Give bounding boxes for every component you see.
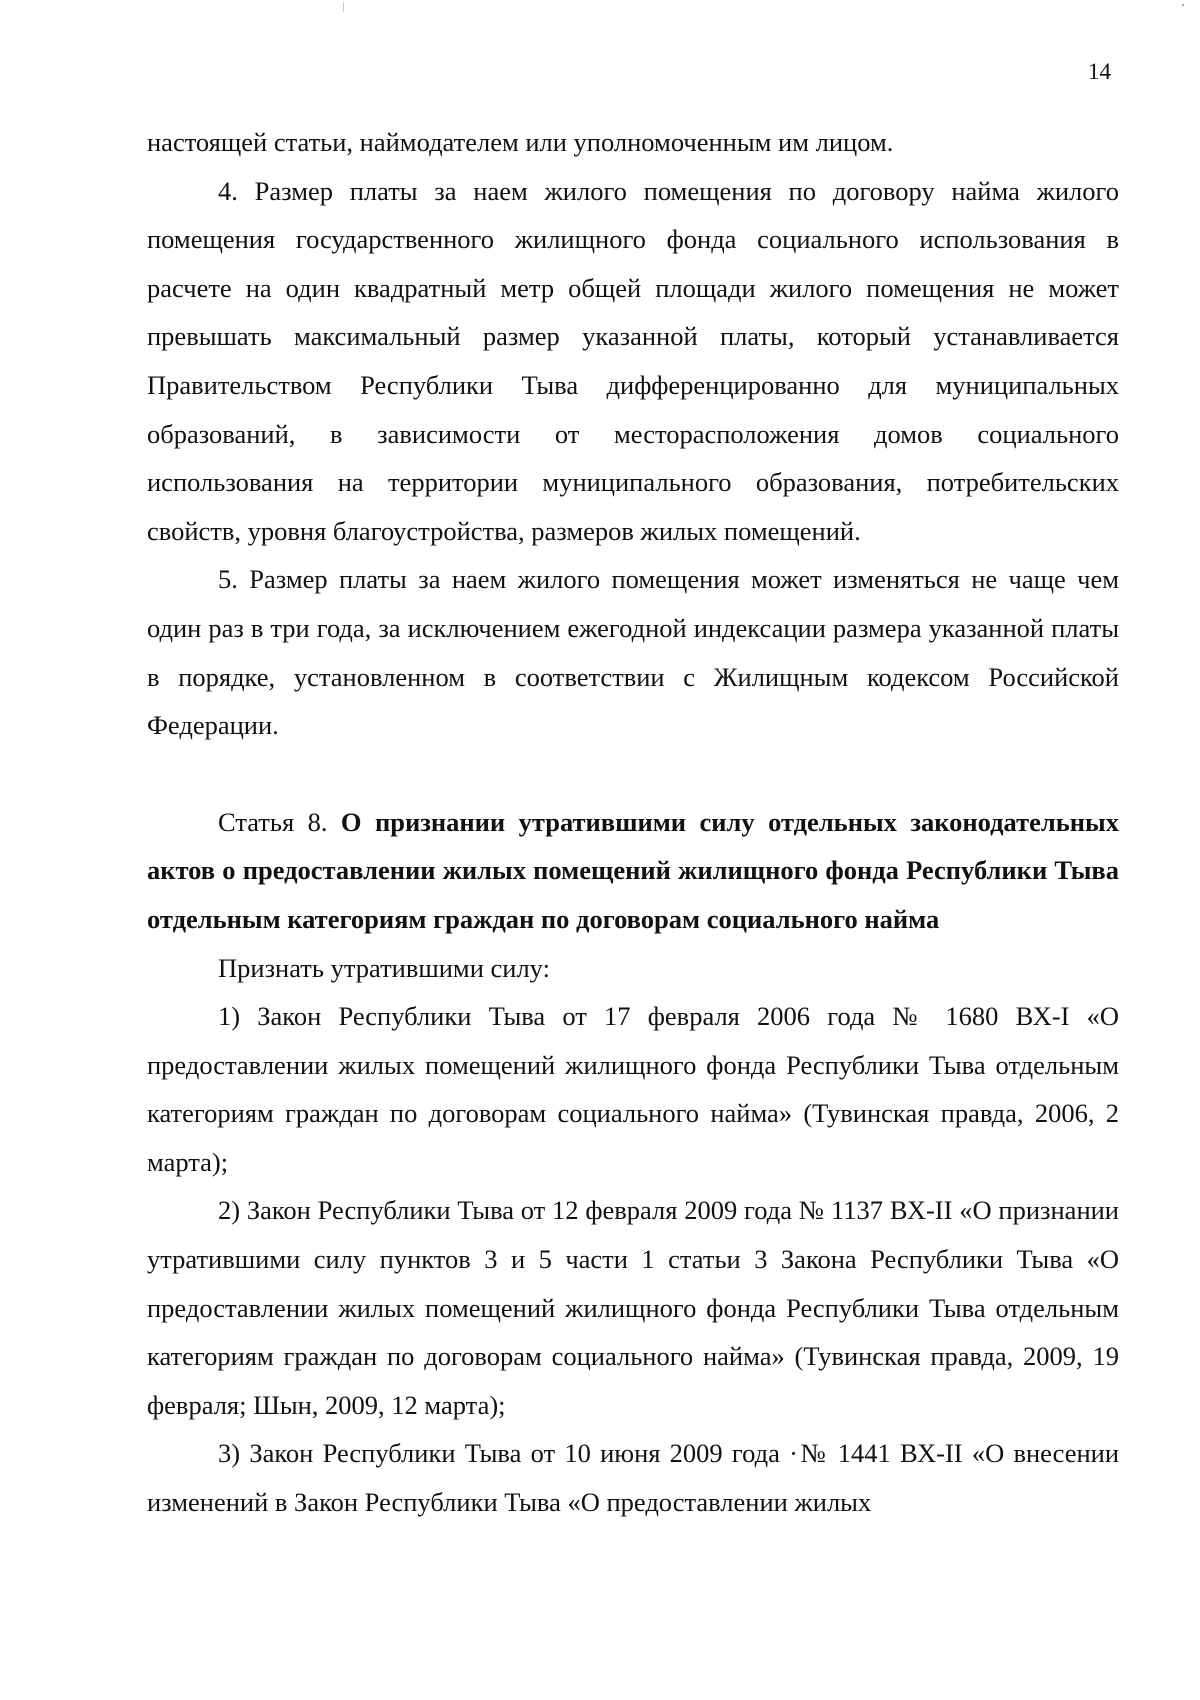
article-8-heading xyxy=(147,798,1119,944)
article-label: Статья 8. xyxy=(218,806,328,837)
paragraph-5: 5. Размер платы за наем жилого помещения может изменяться не чаще чем один раз в три года, за исключением ежегодной индексации размера указанной платы в порядке, установленном в соответствии с Жилищным кодексом Российской Федерации. xyxy=(147,564,1119,741)
list-item-1: 1) Закон Республики Тыва от 17 февраля 2006 года № 1680 ВХ-I «О предоставлении жилых помещений жилищного фонда Республики Тыва отдельным категориям граждан по договорам социального найма» (Тувинская правда, 2006, 2 марта); xyxy=(147,1001,1119,1177)
list-item-2: 2) Закон Республики Тыва от 12 февраля 2009 года № 1137 ВХ-II «О признании утратившими силу пунктов 3 и 5 части 1 статьи 3 Закона Республики Тыва «О предоставлении жилых помещений жилищного фонда Республики Тыва отдельным категориям граждан по договорам социального найма» (Тувинская правда, 2009, 19 февраля; Шын, 2009, 12 марта); xyxy=(147,1195,1119,1420)
scan-mark xyxy=(343,2,344,12)
article-title: О признании утратившими силу отдельных законодательных актов о предоставлении жилых помещений жилищного фонда Республики Тыва отдельным категориям граждан по договорам социального найма xyxy=(147,806,1119,934)
paragraph-continuation: настоящей статьи, наймодателем или уполномоченным им лицом. xyxy=(147,127,894,157)
recognize-intro: Признать утратившими силу: xyxy=(218,952,550,983)
paragraph-4: 4. Размер платы за наем жилого помещения по договору найма жилого помещения государственного жилищного фонда социального использования в расчете на один квадратный метр общей площади жилого помещения не может превышать максимальный размер указанной платы, который устанавливается Правительством Республики Тыва дифференцированно для муниципальных образований, в зависимости от месторасположения домов социального использования на территории муниципального образования, потребительских свойств, уровня благоустройства, размеров жилых помещений. xyxy=(147,175,1119,546)
document-body xyxy=(147,118,1119,1527)
page-number: 14 xyxy=(1088,59,1111,84)
scan-speck xyxy=(1182,4,1184,6)
list-item-3: 3) Закон Республики Тыва от 10 июня 2009 года ·№ 1441 ВХ-II «О внесении изменений в Закон Республики Тыва «О предоставлении жилых xyxy=(147,1438,1119,1518)
section-spacer xyxy=(147,750,1119,798)
